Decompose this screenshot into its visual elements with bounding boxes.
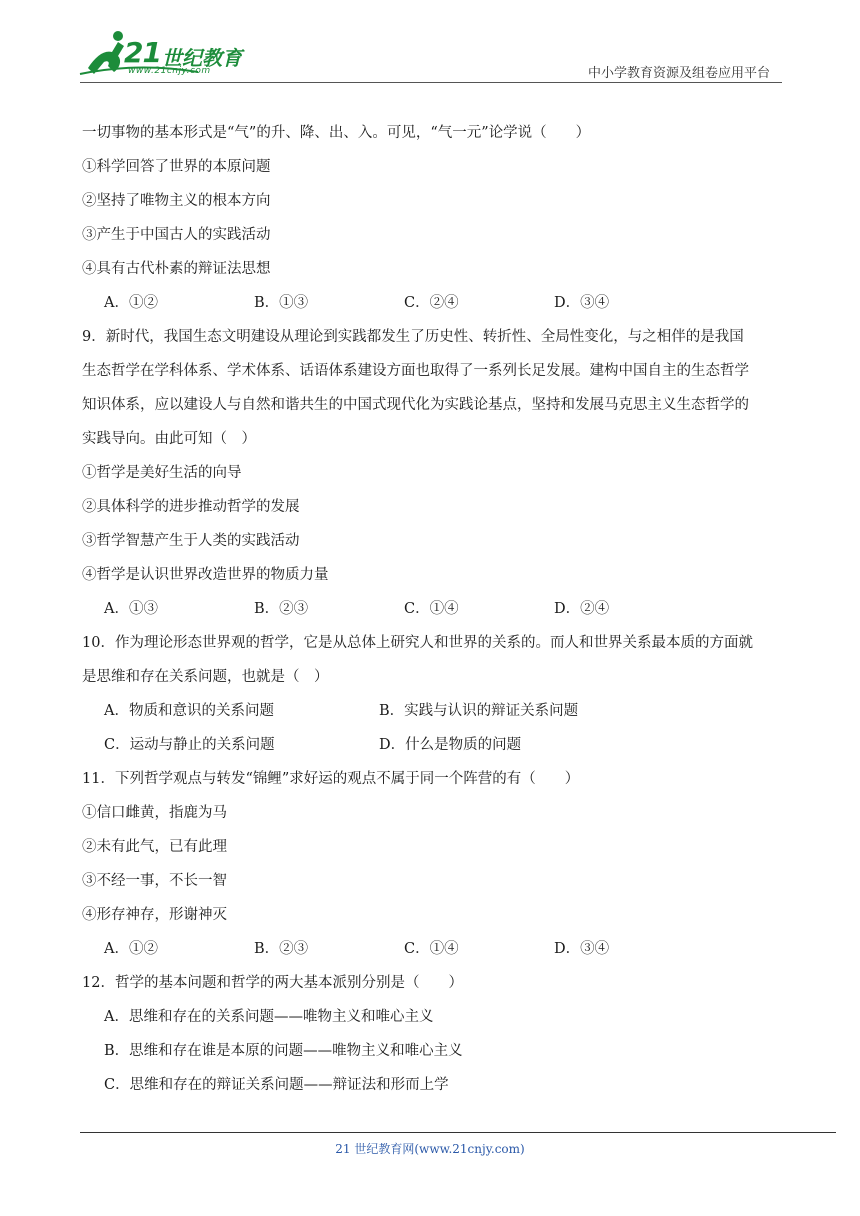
question-line: 生态哲学在学科体系、学术体系、话语体系建设方面也取得了一系列长足发展。建构中国自主的生态哲学	[82, 363, 749, 379]
question-line: ②未有此气，已有此理	[82, 839, 227, 855]
answer-options-row	[82, 728, 782, 762]
answer-option: A．①③	[104, 601, 158, 617]
question-line: ①信口雌黄，指鹿为马	[82, 805, 227, 821]
question-line: ④具有古代朴素的辩证法思想	[82, 261, 271, 277]
answer-option: C．①④	[404, 601, 459, 617]
question-line: ④形存神存，形谢神灭	[82, 907, 227, 923]
answer-option: B．②③	[254, 601, 309, 617]
answer-option: A．①②	[104, 295, 158, 311]
question-line: 知识体系，应以建设人与自然和谐共生的中国式现代化为实践论基点，坚持和发展马克思主义生态哲学的	[82, 397, 749, 413]
question-line: 11．下列哲学观点与转发“锦鲤”求好运的观点不属于同一个阵营的有（ ）	[82, 771, 580, 787]
answer-option: A．①②	[104, 941, 158, 957]
header-platform-text: 中小学教育资源及组卷应用平台	[587, 66, 770, 81]
answer-options-row	[82, 932, 782, 966]
answer-option: A．物质和意识的关系问题	[104, 703, 274, 719]
question-line: ③不经一事，不长一智	[82, 873, 227, 889]
answer-option: C．运动与静止的关系问题	[104, 737, 275, 753]
question-content	[82, 116, 782, 1102]
answer-option: B．②③	[254, 941, 309, 957]
logo-number: 21	[124, 36, 161, 69]
answer-option: D．②④	[554, 601, 610, 617]
question-line: A．思维和存在的关系问题——唯物主义和唯心主义	[104, 1009, 434, 1025]
question-line: 9．新时代，我国生态文明建设从理论到实践都发生了历史性、转折性、全局性变化，与之相伴的是我国	[82, 329, 744, 345]
question-line: 10．作为理论形态世界观的哲学，它是从总体上研究人和世界的关系的。而人和世界关系最本质的方面就	[82, 635, 753, 651]
question-line: 是思维和存在关系问题，也就是（ ）	[82, 669, 329, 685]
question-line: ①哲学是美好生活的向导	[82, 465, 242, 481]
logo-url: www.21cnjy.com	[128, 66, 211, 76]
answer-option: C．②④	[404, 295, 459, 311]
question-line: ②坚持了唯物主义的根本方向	[82, 193, 271, 209]
question-line: 一切事物的基本形式是“气”的升、降、出、入。可见，“气一元”论学说（ ）	[82, 125, 591, 141]
question-line: ③哲学智慧产生于人类的实践活动	[82, 533, 300, 549]
answer-options-row	[82, 286, 782, 320]
question-line: ①科学回答了世界的本原问题	[82, 159, 271, 175]
question-line: B．思维和存在谁是本原的问题——唯物主义和唯心主义	[104, 1043, 463, 1059]
question-line: 12．哲学的基本问题和哲学的两大基本派别分别是（ ）	[82, 975, 463, 991]
logo-chinese: 世纪教育	[162, 46, 242, 70]
question-line: ②具体科学的进步推动哲学的发展	[82, 499, 300, 515]
footer-site-text: 21 世纪教育网(www.21cnjy.com)	[335, 1142, 525, 1156]
question-line: ③产生于中国古人的实践活动	[82, 227, 271, 243]
question-line: C．思维和存在的辩证关系问题——辩证法和形而上学	[104, 1077, 449, 1093]
answer-options-row	[82, 694, 782, 728]
footer-divider	[80, 1132, 836, 1133]
answer-option: C．①④	[404, 941, 459, 957]
answer-option: D．什么是物质的问题	[379, 737, 522, 753]
page-header	[0, 0, 860, 90]
answer-option: B．实践与认识的辩证关系问题	[379, 703, 579, 719]
question-line: ④哲学是认识世界改造世界的物质力量	[82, 567, 329, 583]
answer-options-row	[82, 592, 782, 626]
question-line: 实践导向。由此可知（ ）	[82, 431, 256, 447]
answer-option: D．③④	[554, 295, 610, 311]
header-divider	[80, 82, 782, 83]
answer-option: D．③④	[554, 941, 610, 957]
answer-option: B．①③	[254, 295, 309, 311]
